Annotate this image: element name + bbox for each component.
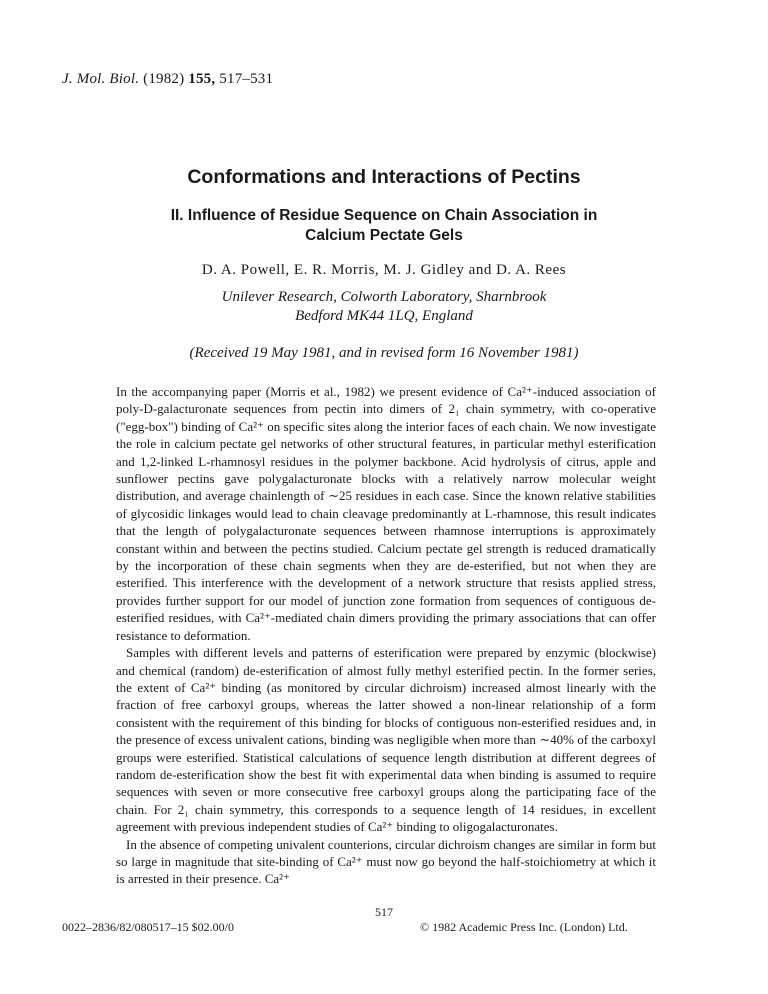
journal-volume: 155, (188, 71, 216, 87)
subtitle-line-2: Calcium Pectate Gels (305, 227, 463, 244)
received-date: (Received 19 May 1981, and in revised form 16 November 1981) (189, 345, 579, 361)
paper-subtitle (0, 206, 768, 246)
abstract-paragraph-3: In the absence of competing univalent counterions, circular dichroism changes are similar in form but so large in magnitude that site-binding of Ca²⁺ must now go beyond the half-stoichiometry at which it is arrested in their presence. Ca²⁺ (116, 836, 656, 887)
paper-title: Conformations and Interactions of Pectins (187, 166, 581, 188)
subtitle-line-1: II. Influence of Residue Sequence on Chain Association in (170, 207, 598, 224)
journal-citation (62, 71, 273, 88)
journal-pages: 517–531 (219, 71, 274, 87)
affiliation-line-2: Bedford MK44 1LQ, England (295, 308, 473, 324)
affiliation (0, 288, 768, 326)
journal-year: (1982) (143, 71, 185, 87)
abstract-paragraph-2: Samples with different levels and patterns of esterification were prepared by enzymic (blockwise) and chemical (random) de-esterification of almost fully methyl esterified pectin. In the former series, the extent of Ca²⁺ binding (as monitored by circular dichroism) increased almost linearly with the fraction of free carboxyl groups, whereas the latter showed a non-linear relationship of a form consistent with the requirement of this binding for blocks of contiguous non-esterified residues and, in the presence of excess univalent cations, binding was negligible when more than ∼40% of the carboxyl groups were esterified. Statistical calculations of sequence length distribution at different degrees of random de-esterification show the best fit with experimental data when binding is assumed to require sequences with seven or more consecutive free carboxyl groups along the participating face of the chain. For 2₁ chain symmetry, this corresponds to a sequence length of 14 residues, in excellent agreement with previous independent studies of Ca²⁺ binding to oligogalacturonates. (116, 645, 656, 835)
author-list: D. A. Powell, E. R. Morris, M. J. Gidley and D. A. Rees (201, 262, 567, 278)
page-number: 517 (375, 905, 393, 919)
article-code: 0022–2836/82/080517–15 $02.00/0 (62, 920, 235, 934)
journal-name: J. Mol. Biol. (62, 71, 140, 87)
abstract (116, 383, 656, 888)
abstract-paragraph-1: In the accompanying paper (Morris et al., 1982) we present evidence of Ca²⁺-induced association of poly-D-galacturonate sequences from pectin into dimers of 2₁ chain symmetry, with co-operative ("egg-box") binding of Ca²⁺ on specific sites along the interior faces of each chain. We now investigate the role in calcium pectate gel networks of other structural features, in particular methyl esterification and 1,2-linked L-rhamnosyl residues in the polymer backbone. Acid hydrolysis of citrus, apple and sunflower pectins gave polygalacturonate blocks with a relatively narrow molecular weight distribution, and average chainlength of ∼25 residues in each case. Since the known relative stabilities of glycosidic linkages would lead to chain cleavage predominantly at L-rhamnose, this result indicates that the length of polygalacturonate sequences between rhamnose interruptions is approximately constant within and between the pectins studied. Calcium pectate gel strength is reduced dramatically by the incorporation of these chain segments when they are de-esterified, but not when they are esterified. This interference with the development of a network structure that resists applied stress, provides further support for our model of junction zone formation from sequences of contiguous de-esterified residues, with Ca²⁺-mediated chain dimers providing the primary associations that can offer resistance to deformation. (116, 384, 656, 643)
copyright-notice: © 1982 Academic Press Inc. (London) Ltd. (420, 920, 628, 934)
affiliation-line-1: Unilever Research, Colworth Laboratory, Sharnbrook (221, 289, 547, 305)
